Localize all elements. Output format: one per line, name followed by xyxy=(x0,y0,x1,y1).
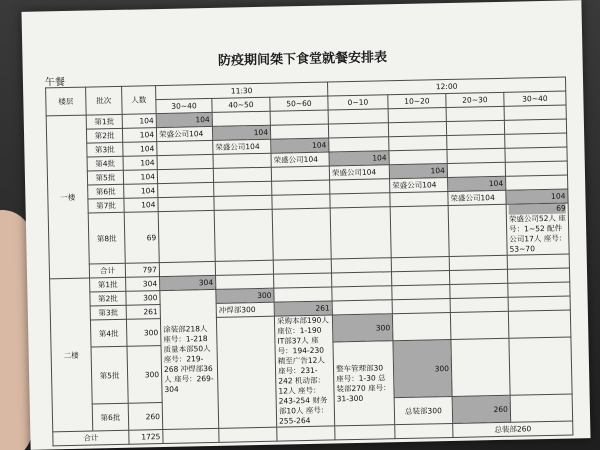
schedule-cell: 104 xyxy=(212,125,270,140)
slot-header: 20~30 xyxy=(446,92,504,107)
schedule-table xyxy=(45,77,573,447)
batch-cell: 第2批 xyxy=(90,291,126,306)
count-cell: 260 xyxy=(128,403,163,431)
batch-cell: 第1批 xyxy=(90,277,126,292)
schedule-cell: 荣盛公司104 xyxy=(329,165,389,180)
schedule-cell: 荣盛公司104 xyxy=(213,139,271,154)
schedule-cell: 261 xyxy=(274,301,332,316)
batch-cell: 第4批 xyxy=(87,156,123,171)
slot-header: 0~10 xyxy=(328,95,388,110)
group-a-cell: 涂装部218人 座号：1-218 质量本部50人 座号：219-268 冲焊部36人 座号：269-304 xyxy=(160,289,219,429)
schedule-cell: 104 xyxy=(329,151,389,166)
floor-1-label: 一楼 xyxy=(46,115,89,279)
time-1200-header: 12:00 xyxy=(328,77,566,96)
batch-cell: 第6批 xyxy=(88,184,124,199)
slot-header: 30~40 xyxy=(504,91,566,106)
count-cell: 104 xyxy=(122,114,156,129)
count-cell: 104 xyxy=(123,142,157,157)
count-cell: 104 xyxy=(123,170,157,185)
group-c-cell: 整车管理部30 座号：1-30 总装部270 座号：31-300 xyxy=(333,341,395,426)
batch-cell: 第8批 xyxy=(88,212,125,264)
batch-8-assignment: 荣盛公司52人 座号：1~52 配件公司17人 座号：53~70 xyxy=(508,213,567,254)
schedule-cell: 304 xyxy=(160,275,216,290)
batch-cell: 第5批 xyxy=(87,170,123,185)
batch-cell: 第6批 xyxy=(92,403,129,431)
schedule-cell: 104 xyxy=(448,176,506,191)
total-value: 1725 xyxy=(129,430,163,445)
schedule-cell: 荣盛公司104 xyxy=(271,152,329,167)
count-cell: 300 xyxy=(127,346,162,404)
schedule-cell: 104 xyxy=(389,164,447,179)
page-title: 防疫期间桀下食堂就餐安排表 xyxy=(217,50,388,69)
count-cell: 104 xyxy=(124,184,158,199)
floor-2-label: 二楼 xyxy=(50,278,93,432)
count-cell: 104 xyxy=(123,156,157,171)
slot-header: 30~40 xyxy=(156,98,212,113)
slot-header: 10~20 xyxy=(388,94,446,109)
count-cell: 261 xyxy=(126,305,160,320)
batch-header: 批次 xyxy=(86,86,123,115)
count-header: 人数 xyxy=(122,86,157,115)
schedule-cell: 300 xyxy=(332,314,393,342)
count-cell: 300 xyxy=(126,319,161,347)
slot-header: 50~60 xyxy=(270,96,328,111)
time-1130-header: 11:30 xyxy=(156,82,328,100)
schedule-cell: 冲焊部300 xyxy=(216,302,274,317)
batch-cell: 第3批 xyxy=(90,305,126,320)
schedule-cell: 荣盛公司104 xyxy=(390,178,448,193)
meal-label: 午餐 xyxy=(44,77,66,89)
schedule-cell: 260 xyxy=(452,395,511,423)
schedule-cell: 荣盛公司104 xyxy=(156,126,212,141)
batch-cell: 第3批 xyxy=(87,142,123,157)
batch-cell: 第1批 xyxy=(86,114,122,129)
group-b-cell: 采购本部190人 座位：1-190 IT部37人 座号：194-230 精至广告12人 座号：231-242 机动部：12人 座号：243-254 财务部10人 座号：255-264 xyxy=(274,315,334,427)
batch-cell: 第7批 xyxy=(88,198,124,213)
schedule-cell: 104 xyxy=(506,189,568,204)
schedule-cell: 300 xyxy=(216,288,274,303)
schedule-cell: 69 xyxy=(509,204,566,215)
total-label: 合计 xyxy=(53,430,129,446)
count-cell: 300 xyxy=(126,291,160,306)
schedule-cell: 104 xyxy=(156,112,212,127)
subtotal-value: 797 xyxy=(125,263,159,278)
group-e-cell: 总装部260 xyxy=(453,421,573,438)
schedule-cell: 104 xyxy=(271,138,329,153)
batch-cell: 第4批 xyxy=(90,319,127,347)
floor-header: 楼层 xyxy=(46,87,87,116)
group-d-cell: 总装部300 xyxy=(394,396,453,424)
batch-cell: 第5批 xyxy=(91,346,128,404)
count-cell: 304 xyxy=(126,277,160,292)
schedule-cell: 荣盛公司104 xyxy=(448,190,506,205)
subtotal-label: 合计 xyxy=(89,263,125,278)
schedule-cell: 300 xyxy=(393,339,452,397)
count-cell: 104 xyxy=(122,128,156,143)
count-cell: 69 xyxy=(124,212,159,264)
slot-header: 40~50 xyxy=(212,97,270,112)
batch-cell: 第2批 xyxy=(86,128,122,143)
count-cell: 104 xyxy=(124,198,158,213)
batch-8-detail xyxy=(506,203,569,255)
paper-sheet xyxy=(21,0,590,450)
